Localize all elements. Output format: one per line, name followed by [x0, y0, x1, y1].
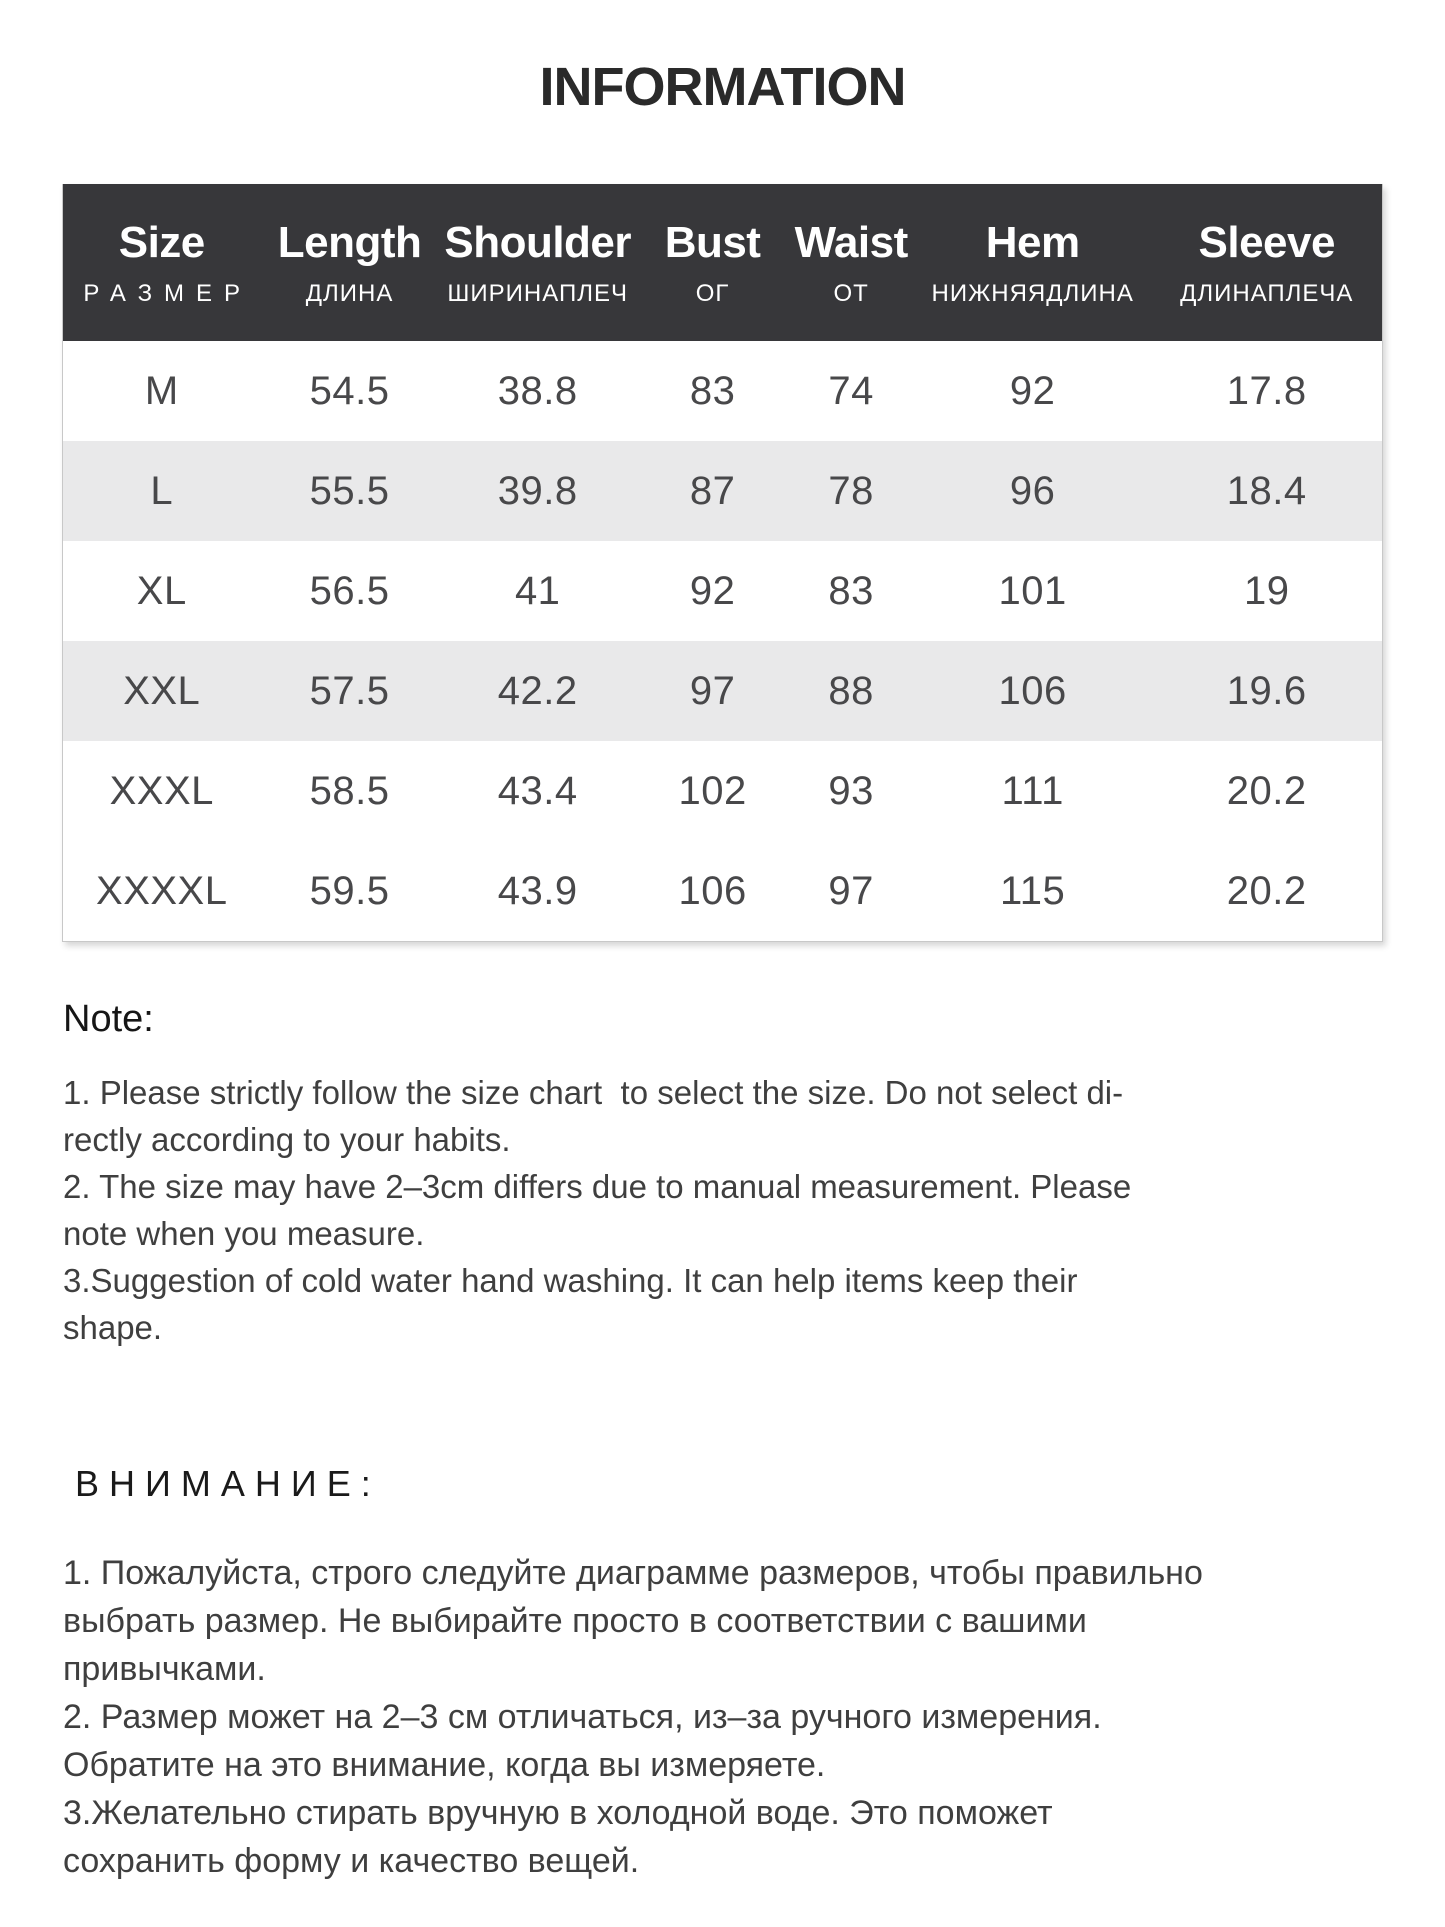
size-row-xxxxl: [63, 841, 1383, 942]
size-row-l: [63, 441, 1383, 541]
cell-size: XXXL: [109, 768, 214, 813]
column-label-en: Waist: [794, 217, 908, 267]
size-row-m: [63, 341, 1383, 441]
column-label-en: Shoulder: [444, 217, 632, 267]
note-text-line: note when you measure.: [63, 1215, 425, 1252]
cell-length: 54.5: [309, 368, 390, 413]
size-row-xl: [63, 541, 1383, 641]
note-text-line: 3.Suggestion of cold water hand washing. It can help items keep their: [63, 1262, 1078, 1299]
cell-bust: 97: [689, 668, 736, 713]
cell-bust: 106: [678, 868, 747, 913]
note-text-line: rectly according to your habits.: [63, 1121, 511, 1158]
cell-length: 59.5: [309, 868, 390, 913]
column-label-ru: НИЖНЯЯДЛИНА: [931, 279, 1134, 307]
cell-waist: 88: [828, 668, 874, 713]
note-text-line: shape.: [63, 1309, 163, 1346]
attention-text-line: выбрать размер. Не выбирайте просто в соответствии с вашими: [63, 1602, 1087, 1640]
cell-shoulder: 41: [514, 568, 561, 613]
column-header-sleeve: [1151, 184, 1382, 341]
column-header-hem: [914, 184, 1152, 341]
column-label-en: Size: [118, 217, 205, 267]
cell-size: XXXXL: [96, 868, 228, 913]
column-header-length: [261, 184, 439, 341]
cell-waist: 83: [828, 568, 874, 613]
column-header-size: [63, 184, 261, 341]
column-header-bust: [637, 184, 789, 341]
cell-sleeve: 18.4: [1226, 468, 1307, 513]
cell-hem: 115: [1000, 868, 1066, 913]
column-label-ru: ОТ: [833, 279, 869, 307]
cell-shoulder: 38.8: [497, 368, 578, 413]
cell-bust: 102: [678, 768, 747, 813]
table-header-row: [63, 184, 1383, 341]
note-heading: Note:: [63, 998, 154, 1040]
attention-heading: ВНИМАНИЕ:: [75, 1463, 381, 1504]
cell-waist: 97: [828, 868, 874, 913]
size-row-xxl: [63, 641, 1383, 741]
cell-sleeve: 20.2: [1226, 868, 1307, 913]
attention-text-line: 2. Размер может на 2–3 см отличаться, из–за ручного измерения.: [63, 1698, 1102, 1736]
cell-waist: 78: [828, 468, 874, 513]
cell-hem: 106: [998, 668, 1067, 713]
column-label-en: Bust: [664, 217, 761, 267]
cell-sleeve: 19.6: [1226, 668, 1307, 713]
attention-text-line: Обратите на это внимание, когда вы измеряете.: [63, 1746, 826, 1784]
attention-section: [63, 1463, 1385, 1885]
note-text-line: 1. Please strictly follow the size chart to select the size. Do not select di-: [63, 1074, 1124, 1111]
cell-waist: 74: [828, 368, 874, 413]
page-title: INFORMATION: [539, 57, 906, 117]
cell-size: XXL: [123, 668, 201, 713]
size-row-xxxl: [63, 741, 1383, 841]
cell-size: L: [150, 468, 174, 513]
attention-text-line: привычками.: [63, 1650, 266, 1688]
column-label-en: Hem: [985, 217, 1080, 267]
column-label-ru: ОГ: [695, 279, 730, 307]
cell-length: 57.5: [309, 668, 390, 713]
cell-hem: 101: [998, 568, 1067, 613]
column-header-waist: [788, 184, 913, 341]
cell-sleeve: 17.8: [1226, 368, 1307, 413]
note-section: [63, 998, 1385, 1351]
cell-sleeve: 20.2: [1226, 768, 1307, 813]
column-label-ru: ДЛИНАПЛЕЧА: [1180, 279, 1354, 307]
cell-shoulder: 43.9: [497, 868, 578, 913]
cell-bust: 87: [689, 468, 736, 513]
cell-hem: 111: [1001, 768, 1064, 813]
cell-size: M: [144, 368, 179, 413]
cell-bust: 83: [689, 368, 736, 413]
cell-shoulder: 39.8: [497, 468, 578, 513]
column-label-ru: ШИРИНАПЛЕЧ: [447, 279, 628, 307]
column-label-ru: ДЛИНА: [305, 279, 394, 307]
size-chart-table: [62, 184, 1383, 942]
cell-hem: 96: [1009, 468, 1056, 513]
attention-text-line: сохранить форму и качество вещей.: [63, 1842, 640, 1880]
cell-shoulder: 42.2: [497, 668, 578, 713]
cell-length: 56.5: [309, 568, 390, 613]
column-label-en: Length: [277, 217, 422, 267]
cell-bust: 92: [689, 568, 736, 613]
note-text-line: 2. The size may have 2–3cm differs due to manual measurement. Please: [63, 1168, 1132, 1205]
attention-text-line: 1. Пожалуйста, строго следуйте диаграмме размеров, чтобы правильно: [63, 1554, 1203, 1592]
cell-size: XL: [136, 568, 187, 613]
column-label-ru: РАЗМЕР: [83, 279, 253, 307]
column-header-shoulder: [439, 184, 637, 341]
cell-length: 55.5: [309, 468, 390, 513]
cell-hem: 92: [1009, 368, 1056, 413]
attention-text-line: 3.Желательно стирать вручную в холодной воде. Это поможет: [63, 1794, 1053, 1832]
size-chart-wrapper: [62, 184, 1383, 942]
cell-waist: 93: [828, 768, 874, 813]
cell-length: 58.5: [309, 768, 390, 813]
column-label-en: Sleeve: [1198, 217, 1335, 267]
cell-sleeve: 19: [1243, 568, 1290, 613]
cell-shoulder: 43.4: [497, 768, 578, 813]
